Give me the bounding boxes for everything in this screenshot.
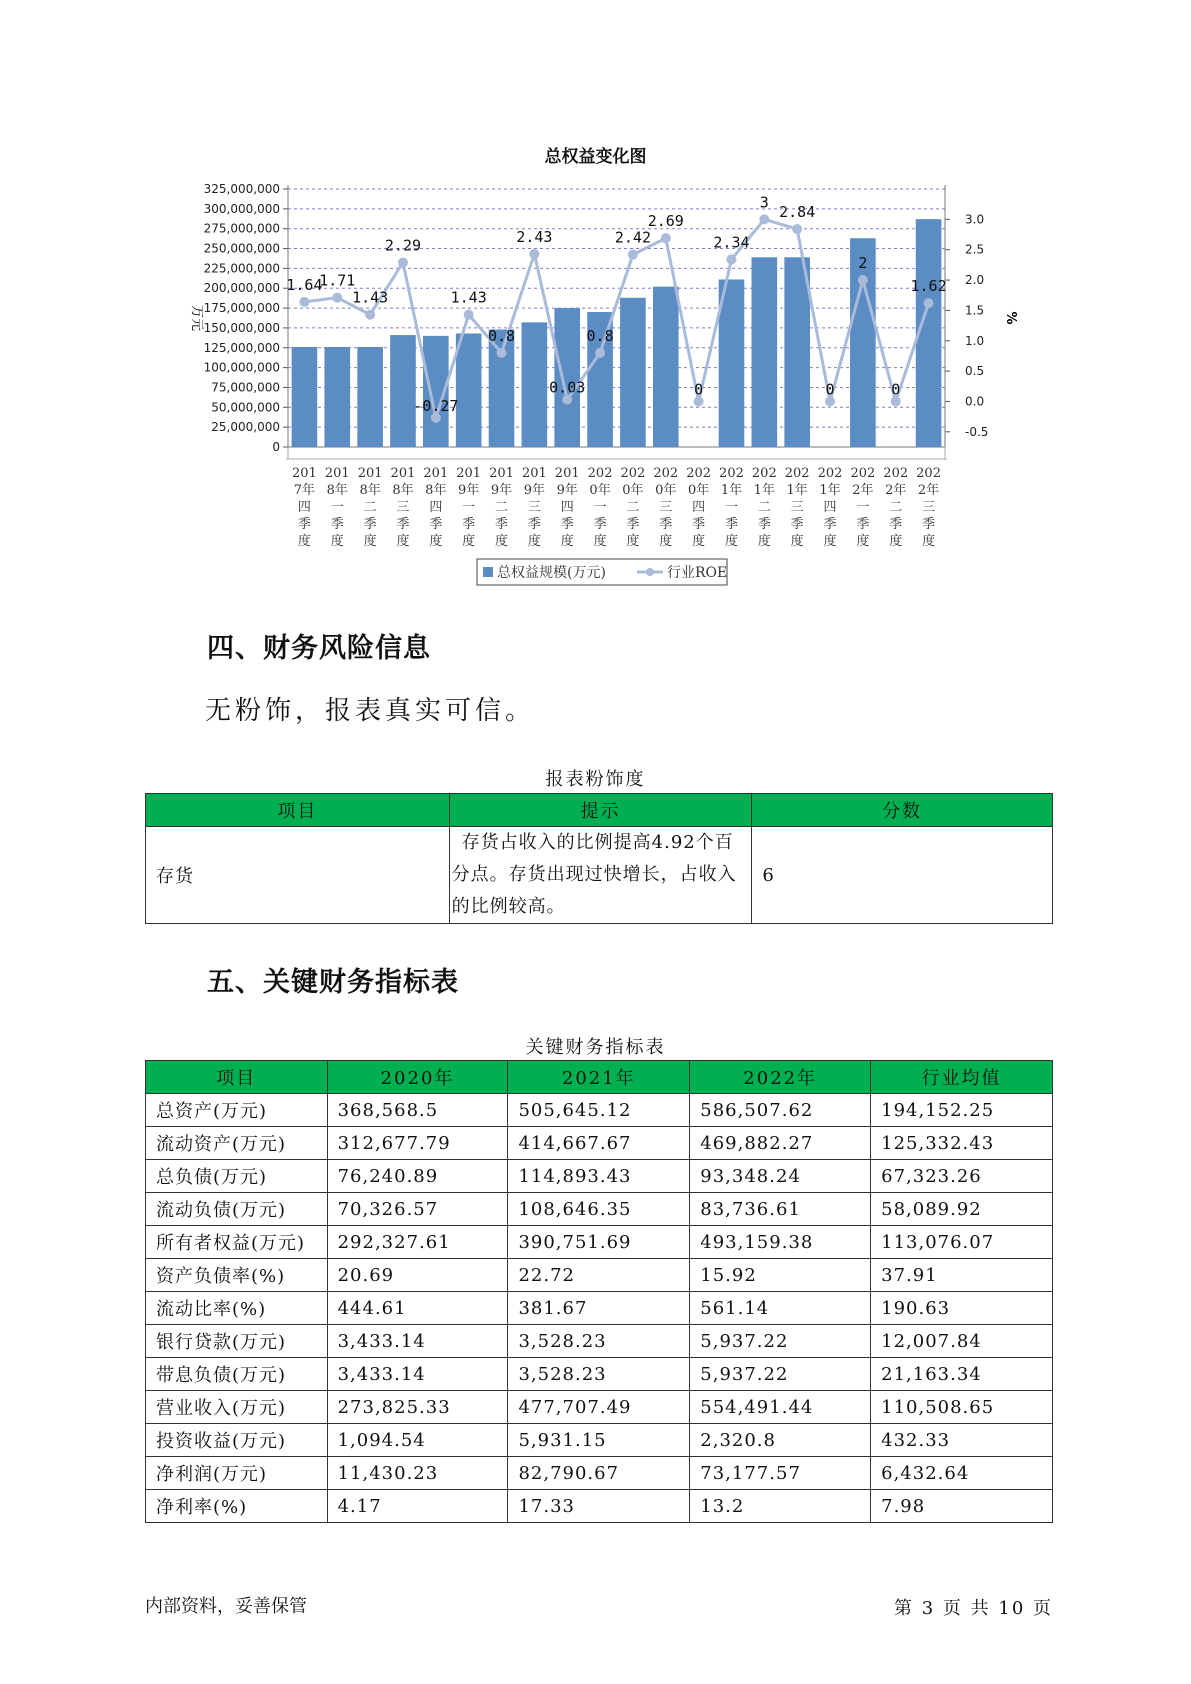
kpi-value-cell: 1,094.54 <box>327 1424 508 1457</box>
kpi-table-header <box>146 1061 1053 1094</box>
roe-data-label: 0 <box>694 380 704 399</box>
legend-line-marker <box>646 568 654 576</box>
kpi-item-cell: 净利润(万元) <box>146 1457 328 1490</box>
kpi-value-cell: 190.63 <box>871 1292 1053 1325</box>
x-tick-label: 9年 <box>458 483 480 498</box>
kpi-table-row <box>146 1358 1053 1391</box>
x-tick-label: 季 <box>527 517 541 532</box>
risk-table-caption: 报表粉饰度 <box>545 769 646 790</box>
equity-bar <box>522 322 548 447</box>
x-tick-label: 8年 <box>359 483 381 498</box>
kpi-value-cell: 110,508.65 <box>871 1391 1053 1424</box>
x-tick-label: 季 <box>297 517 311 532</box>
x-tick-label: 202 <box>719 466 744 481</box>
roe-point <box>792 224 802 234</box>
risk-table-row <box>146 827 1053 924</box>
equity-bar <box>752 257 778 447</box>
x-tick-label: 度 <box>823 534 837 549</box>
x-tick-label: 一 <box>856 500 870 515</box>
risk-summary-text: 无粉饰，报表真实可信。 <box>205 696 536 726</box>
x-tick-label: 201 <box>390 466 416 481</box>
roe-point <box>759 214 769 224</box>
x-tick-label: 季 <box>692 517 706 532</box>
kpi-item-cell: 带息负债(万元) <box>146 1358 328 1391</box>
x-tick-label: 季 <box>626 517 640 532</box>
kpi-table-row <box>146 1490 1053 1523</box>
roe-point <box>858 275 868 285</box>
kpi-item-cell: 营业收入(万元) <box>146 1391 328 1424</box>
x-tick-label: 201 <box>423 466 449 481</box>
kpi-value-cell: 13.2 <box>690 1490 871 1523</box>
kpi-value-cell: 292,327.61 <box>327 1226 508 1259</box>
kpi-item-cell: 流动资产(万元) <box>146 1127 328 1160</box>
kpi-item-cell: 流动负债(万元) <box>146 1193 328 1226</box>
y-tick-label: 75,000,000 <box>211 380 280 395</box>
roe-point <box>726 254 736 264</box>
x-tick-label: 三 <box>396 500 410 515</box>
kpi-value-cell: 5,937.22 <box>690 1358 871 1391</box>
x-tick-label: 202 <box>751 466 777 481</box>
footer-confidential: 内部资料，妥善保管 <box>145 1596 307 1617</box>
x-tick-label: 季 <box>396 517 410 532</box>
x-tick-label: 一 <box>593 500 607 515</box>
x-tick-label: 三 <box>790 500 804 515</box>
kpi-value-cell: 73,177.57 <box>690 1457 871 1490</box>
y-tick-label: 125,000,000 <box>203 340 280 355</box>
kpi-value-cell: 194,152.25 <box>871 1094 1053 1127</box>
kpi-table-row <box>146 1391 1053 1424</box>
x-tick-label: 季 <box>823 517 837 532</box>
x-tick-label: 1年 <box>786 483 808 498</box>
kpi-value-cell: 3,433.14 <box>327 1325 508 1358</box>
x-tick-label: 季 <box>495 517 509 532</box>
x-tick-label: 度 <box>527 534 541 549</box>
kpi-value-cell: 58,089.92 <box>871 1193 1053 1226</box>
x-tick-label: 2年 <box>852 483 874 498</box>
roe-point <box>924 298 934 308</box>
x-tick-label: 度 <box>889 534 903 549</box>
kpi-item-cell: 投资收益(万元) <box>146 1424 328 1457</box>
y2-tick-label: 2.0 <box>965 273 985 288</box>
y2-tick-label: 3.0 <box>965 212 985 227</box>
x-tick-label: 202 <box>784 466 810 481</box>
equity-bar <box>620 298 646 447</box>
roe-data-label: 0.8 <box>586 326 614 345</box>
kpi-value-cell: 273,825.33 <box>327 1391 508 1424</box>
x-tick-label: 四 <box>560 500 574 515</box>
x-tick-label: 202 <box>653 466 679 481</box>
roe-data-label: 0 <box>825 380 835 399</box>
risk-header-hint: 提示 <box>449 794 752 827</box>
roe-point <box>497 348 507 358</box>
kpi-item-cell: 流动比率(%) <box>146 1292 328 1325</box>
x-tick-label: 度 <box>593 534 607 549</box>
kpi-value-cell: 12,007.84 <box>871 1325 1053 1358</box>
roe-data-label: 0.03 <box>549 378 586 397</box>
y2-tick-label: 1.0 <box>965 333 985 348</box>
kpi-table-row <box>146 1457 1053 1490</box>
x-tick-label: 度 <box>396 534 410 549</box>
equity-bar <box>357 347 383 447</box>
x-tick-label: 季 <box>856 517 870 532</box>
x-tick-label: 201 <box>292 466 317 481</box>
legend-bar-swatch <box>483 567 493 577</box>
x-tick-label: 度 <box>495 534 509 549</box>
roe-data-label: -0.27 <box>413 396 459 415</box>
roe-point <box>332 293 342 303</box>
kpi-table-row <box>146 1226 1053 1259</box>
x-tick-label: 201 <box>324 466 350 481</box>
x-tick-label: 季 <box>560 517 574 532</box>
x-tick-label: 8年 <box>425 483 447 498</box>
x-tick-label: 202 <box>817 466 843 481</box>
x-tick-label: 季 <box>757 517 771 532</box>
x-tick-label: 度 <box>429 534 443 549</box>
risk-hint-cell <box>449 827 752 924</box>
kpi-value-cell: 554,491.44 <box>690 1391 871 1424</box>
kpi-value-cell: 414,667.67 <box>508 1127 690 1160</box>
x-tick-label: 202 <box>883 466 909 481</box>
equity-chart <box>0 0 1191 600</box>
roe-point <box>628 250 638 260</box>
x-tick-label: 季 <box>462 517 476 532</box>
x-tick-label: 201 <box>357 466 383 481</box>
kpi-value-cell: 469,882.27 <box>690 1127 871 1160</box>
kpi-table-row <box>146 1325 1053 1358</box>
kpi-value-cell: 381.67 <box>508 1292 690 1325</box>
x-tick-label: 度 <box>856 534 870 549</box>
kpi-value-cell: 114,893.43 <box>508 1160 690 1193</box>
roe-data-label: 1.43 <box>352 288 389 307</box>
y2-tick-label: 2.5 <box>965 242 985 257</box>
x-tick-label: 四 <box>692 500 706 515</box>
roe-data-label: 3 <box>759 193 769 212</box>
x-tick-label: 度 <box>462 534 476 549</box>
kpi-header-cell: 行业均值 <box>871 1061 1053 1094</box>
x-tick-label: 9年 <box>556 483 578 498</box>
x-tick-label: 一 <box>724 500 738 515</box>
risk-table-header <box>146 794 1053 827</box>
kpi-value-cell: 432.33 <box>871 1424 1053 1457</box>
kpi-header-cell: 2021年 <box>508 1061 690 1094</box>
x-tick-label: 201 <box>456 466 482 481</box>
x-tick-label: 度 <box>922 534 936 549</box>
x-tick-label: 0年 <box>655 483 677 498</box>
risk-table <box>145 793 1053 924</box>
x-tick-label: 季 <box>363 517 377 532</box>
x-tick-label: 202 <box>620 466 646 481</box>
x-tick-label: 2年 <box>885 483 907 498</box>
roe-data-label: 1.64 <box>286 275 323 294</box>
x-tick-label: 二 <box>626 500 640 515</box>
kpi-header-cell: 2020年 <box>327 1061 508 1094</box>
y-tick-label: 25,000,000 <box>211 420 280 435</box>
equity-bar <box>324 347 350 447</box>
roe-data-label: 2.42 <box>614 228 651 247</box>
kpi-item-cell: 净利率(%) <box>146 1490 328 1523</box>
legend-line-label: 行业ROE <box>667 565 728 581</box>
y-axis-title: 万元 <box>189 304 204 332</box>
roe-point <box>365 310 375 320</box>
x-tick-label: 度 <box>692 534 706 549</box>
kpi-value-cell: 70,326.57 <box>327 1193 508 1226</box>
equity-bar <box>456 333 482 447</box>
kpi-table-row <box>146 1292 1053 1325</box>
x-tick-label: 二 <box>495 500 509 515</box>
x-tick-label: 1年 <box>753 483 775 498</box>
x-tick-label: 季 <box>330 517 344 532</box>
kpi-value-cell: 505,645.12 <box>508 1094 690 1127</box>
kpi-value-cell: 15.92 <box>690 1259 871 1292</box>
roe-point <box>595 348 605 358</box>
y-tick-label: 275,000,000 <box>203 221 280 236</box>
roe-data-label: 1.62 <box>910 277 947 296</box>
roe-data-label: 1.43 <box>450 288 487 307</box>
equity-bar <box>554 308 580 447</box>
x-tick-label: 度 <box>560 534 574 549</box>
kpi-value-cell: 368,568.5 <box>327 1094 508 1127</box>
x-tick-label: 度 <box>626 534 640 549</box>
equity-bar <box>653 287 679 447</box>
kpi-table-row <box>146 1160 1053 1193</box>
kpi-value-cell: 5,931.15 <box>508 1424 690 1457</box>
risk-hint-line: 分点。存货出现过快增长，占收入 <box>451 864 737 885</box>
x-tick-label: 三 <box>527 500 541 515</box>
x-tick-label: 1年 <box>720 483 743 498</box>
y2-tick-label: 0.0 <box>965 394 985 409</box>
kpi-table-row <box>146 1424 1053 1457</box>
kpi-item-cell: 银行贷款(万元) <box>146 1325 328 1358</box>
y-tick-label: 325,000,000 <box>203 182 280 196</box>
y-tick-label: 250,000,000 <box>203 241 280 256</box>
kpi-value-cell: 125,332.43 <box>871 1127 1053 1160</box>
x-tick-label: 度 <box>330 534 344 549</box>
y-tick-label: 50,000,000 <box>211 400 280 415</box>
y-tick-label: 300,000,000 <box>203 201 280 216</box>
roe-data-label: 2 <box>858 254 868 273</box>
risk-score-cell: 6 <box>752 827 1053 924</box>
roe-point <box>299 297 309 307</box>
x-tick-label: 二 <box>889 500 903 515</box>
equity-bar <box>292 347 318 447</box>
x-tick-label: 8年 <box>326 483 348 498</box>
kpi-value-cell: 76,240.89 <box>327 1160 508 1193</box>
y-tick-label: 0 <box>272 440 280 454</box>
kpi-value-cell: 6,432.64 <box>871 1457 1053 1490</box>
x-tick-label: 度 <box>790 534 804 549</box>
y-tick-label: 200,000,000 <box>203 281 280 296</box>
y-tick-label: 150,000,000 <box>203 320 280 335</box>
x-tick-label: 度 <box>297 534 311 549</box>
kpi-value-cell: 2,320.8 <box>690 1424 871 1457</box>
kpi-value-cell: 82,790.67 <box>508 1457 690 1490</box>
x-tick-label: 度 <box>757 534 771 549</box>
y-tick-label: 225,000,000 <box>203 261 280 276</box>
kpi-value-cell: 17.33 <box>508 1490 690 1523</box>
equity-bar <box>784 257 810 447</box>
kpi-value-cell: 83,736.61 <box>690 1193 871 1226</box>
y2-tick-label: 0.5 <box>965 364 985 379</box>
kpi-value-cell: 3,433.14 <box>327 1358 508 1391</box>
kpi-value-cell: 21,163.34 <box>871 1358 1053 1391</box>
risk-item-cell: 存货 <box>146 827 450 924</box>
kpi-item-cell: 资产负债率(%) <box>146 1259 328 1292</box>
x-tick-label: 201 <box>521 466 547 481</box>
x-tick-label: 季 <box>659 517 673 532</box>
x-tick-label: 0年 <box>622 483 644 498</box>
kpi-item-cell: 总资产(万元) <box>146 1094 328 1127</box>
risk-section-heading: 四、财务风险信息 <box>207 633 431 664</box>
y-tick-label: 175,000,000 <box>203 301 280 316</box>
x-tick-label: 四 <box>823 500 837 515</box>
kpi-value-cell: 7.98 <box>871 1490 1053 1523</box>
roe-data-label: 1.71 <box>319 271 356 290</box>
kpi-section-heading: 五、关键财务指标表 <box>207 967 459 998</box>
kpi-value-cell: 93,348.24 <box>690 1160 871 1193</box>
x-tick-label: 季 <box>724 517 738 532</box>
x-tick-label: 9年 <box>523 483 546 498</box>
kpi-table-row <box>146 1259 1053 1292</box>
x-tick-label: 三 <box>659 500 673 515</box>
roe-point <box>529 249 539 259</box>
kpi-item-cell: 总负债(万元) <box>146 1160 328 1193</box>
x-tick-label: 202 <box>587 466 613 481</box>
kpi-table-row <box>146 1193 1053 1226</box>
kpi-value-cell: 108,646.35 <box>508 1193 690 1226</box>
roe-data-label: 2.29 <box>384 236 422 255</box>
roe-data-label: 0.8 <box>487 326 516 345</box>
kpi-table-row <box>146 1127 1053 1160</box>
roe-point <box>661 233 671 243</box>
roe-data-label: 0 <box>891 380 901 399</box>
x-tick-label: 四 <box>297 500 311 515</box>
x-tick-label: 季 <box>593 517 607 532</box>
kpi-value-cell: 312,677.79 <box>327 1127 508 1160</box>
x-tick-label: 一 <box>330 500 344 515</box>
legend-bar-label: 总权益规模(万元) <box>497 565 606 581</box>
x-tick-label: 度 <box>363 534 377 549</box>
x-tick-label: 二 <box>363 500 377 515</box>
x-tick-label: 季 <box>889 517 903 532</box>
kpi-value-cell: 113,076.07 <box>871 1226 1053 1259</box>
kpi-value-cell: 3,528.23 <box>508 1325 690 1358</box>
kpi-value-cell: 3,528.23 <box>508 1358 690 1391</box>
kpi-value-cell: 5,937.22 <box>690 1325 871 1358</box>
kpi-value-cell: 444.61 <box>327 1292 508 1325</box>
x-tick-label: 1年 <box>819 483 841 498</box>
kpi-value-cell: 20.69 <box>327 1259 508 1292</box>
roe-data-label: 2.43 <box>516 227 553 246</box>
kpi-table-caption: 关键财务指标表 <box>525 1037 666 1058</box>
roe-point <box>464 310 474 320</box>
roe-point <box>398 257 408 267</box>
kpi-value-cell: 37.91 <box>871 1259 1053 1292</box>
x-tick-label: 7年 <box>293 483 316 498</box>
risk-hint-line: 存货占收入的比例提高4.92个百 <box>461 832 734 853</box>
risk-header-item: 项目 <box>146 794 450 827</box>
kpi-table <box>145 1060 1053 1523</box>
kpi-item-cell: 所有者权益(万元) <box>146 1226 328 1259</box>
x-tick-label: 度 <box>659 534 673 549</box>
x-tick-label: 0年 <box>687 483 710 498</box>
x-tick-label: 季 <box>429 517 443 532</box>
y-tick-label: 100,000,000 <box>203 360 280 375</box>
kpi-value-cell: 11,430.23 <box>327 1457 508 1490</box>
risk-hint-line: 的比例较高。 <box>451 896 566 917</box>
x-tick-label: 2年 <box>917 483 940 498</box>
chart-title: 总权益变化图 <box>544 147 647 167</box>
kpi-value-cell: 67,323.26 <box>871 1160 1053 1193</box>
x-tick-label: 度 <box>724 534 738 549</box>
roe-data-label: 2.34 <box>713 233 750 252</box>
x-tick-label: 季 <box>922 517 936 532</box>
x-tick-label: 一 <box>462 500 476 515</box>
x-tick-label: 201 <box>489 466 514 481</box>
roe-data-label: 2.69 <box>647 212 684 231</box>
kpi-header-cell: 2022年 <box>690 1061 871 1094</box>
kpi-table-row <box>146 1094 1053 1127</box>
kpi-value-cell: 477,707.49 <box>508 1391 690 1424</box>
x-tick-label: 季 <box>790 517 804 532</box>
x-tick-label: 0年 <box>589 483 611 498</box>
x-tick-label: 202 <box>916 466 941 481</box>
equity-bar <box>489 330 515 447</box>
y2-axis-title: % <box>1003 311 1018 325</box>
equity-bar <box>390 335 416 447</box>
kpi-value-cell: 493,159.38 <box>690 1226 871 1259</box>
x-tick-label: 8年 <box>392 483 414 498</box>
x-tick-label: 201 <box>554 466 580 481</box>
x-tick-label: 三 <box>922 500 936 515</box>
x-tick-label: 9年 <box>490 483 513 498</box>
kpi-value-cell: 22.72 <box>508 1259 690 1292</box>
x-tick-label: 202 <box>850 466 876 481</box>
kpi-value-cell: 4.17 <box>327 1490 508 1523</box>
footer-page-number: 第 3 页 共 10 页 <box>894 1598 1053 1619</box>
y2-tick-label: -0.5 <box>965 424 989 439</box>
x-tick-label: 二 <box>757 500 771 515</box>
kpi-value-cell: 586,507.62 <box>690 1094 871 1127</box>
kpi-header-cell: 项目 <box>146 1061 328 1094</box>
x-tick-label: 202 <box>686 466 712 481</box>
risk-header-score: 分数 <box>752 794 1053 827</box>
y2-tick-label: 1.5 <box>965 303 985 318</box>
kpi-value-cell: 561.14 <box>690 1292 871 1325</box>
roe-data-label: 2.84 <box>779 203 816 222</box>
x-tick-label: 四 <box>429 500 443 515</box>
kpi-value-cell: 390,751.69 <box>508 1226 690 1259</box>
